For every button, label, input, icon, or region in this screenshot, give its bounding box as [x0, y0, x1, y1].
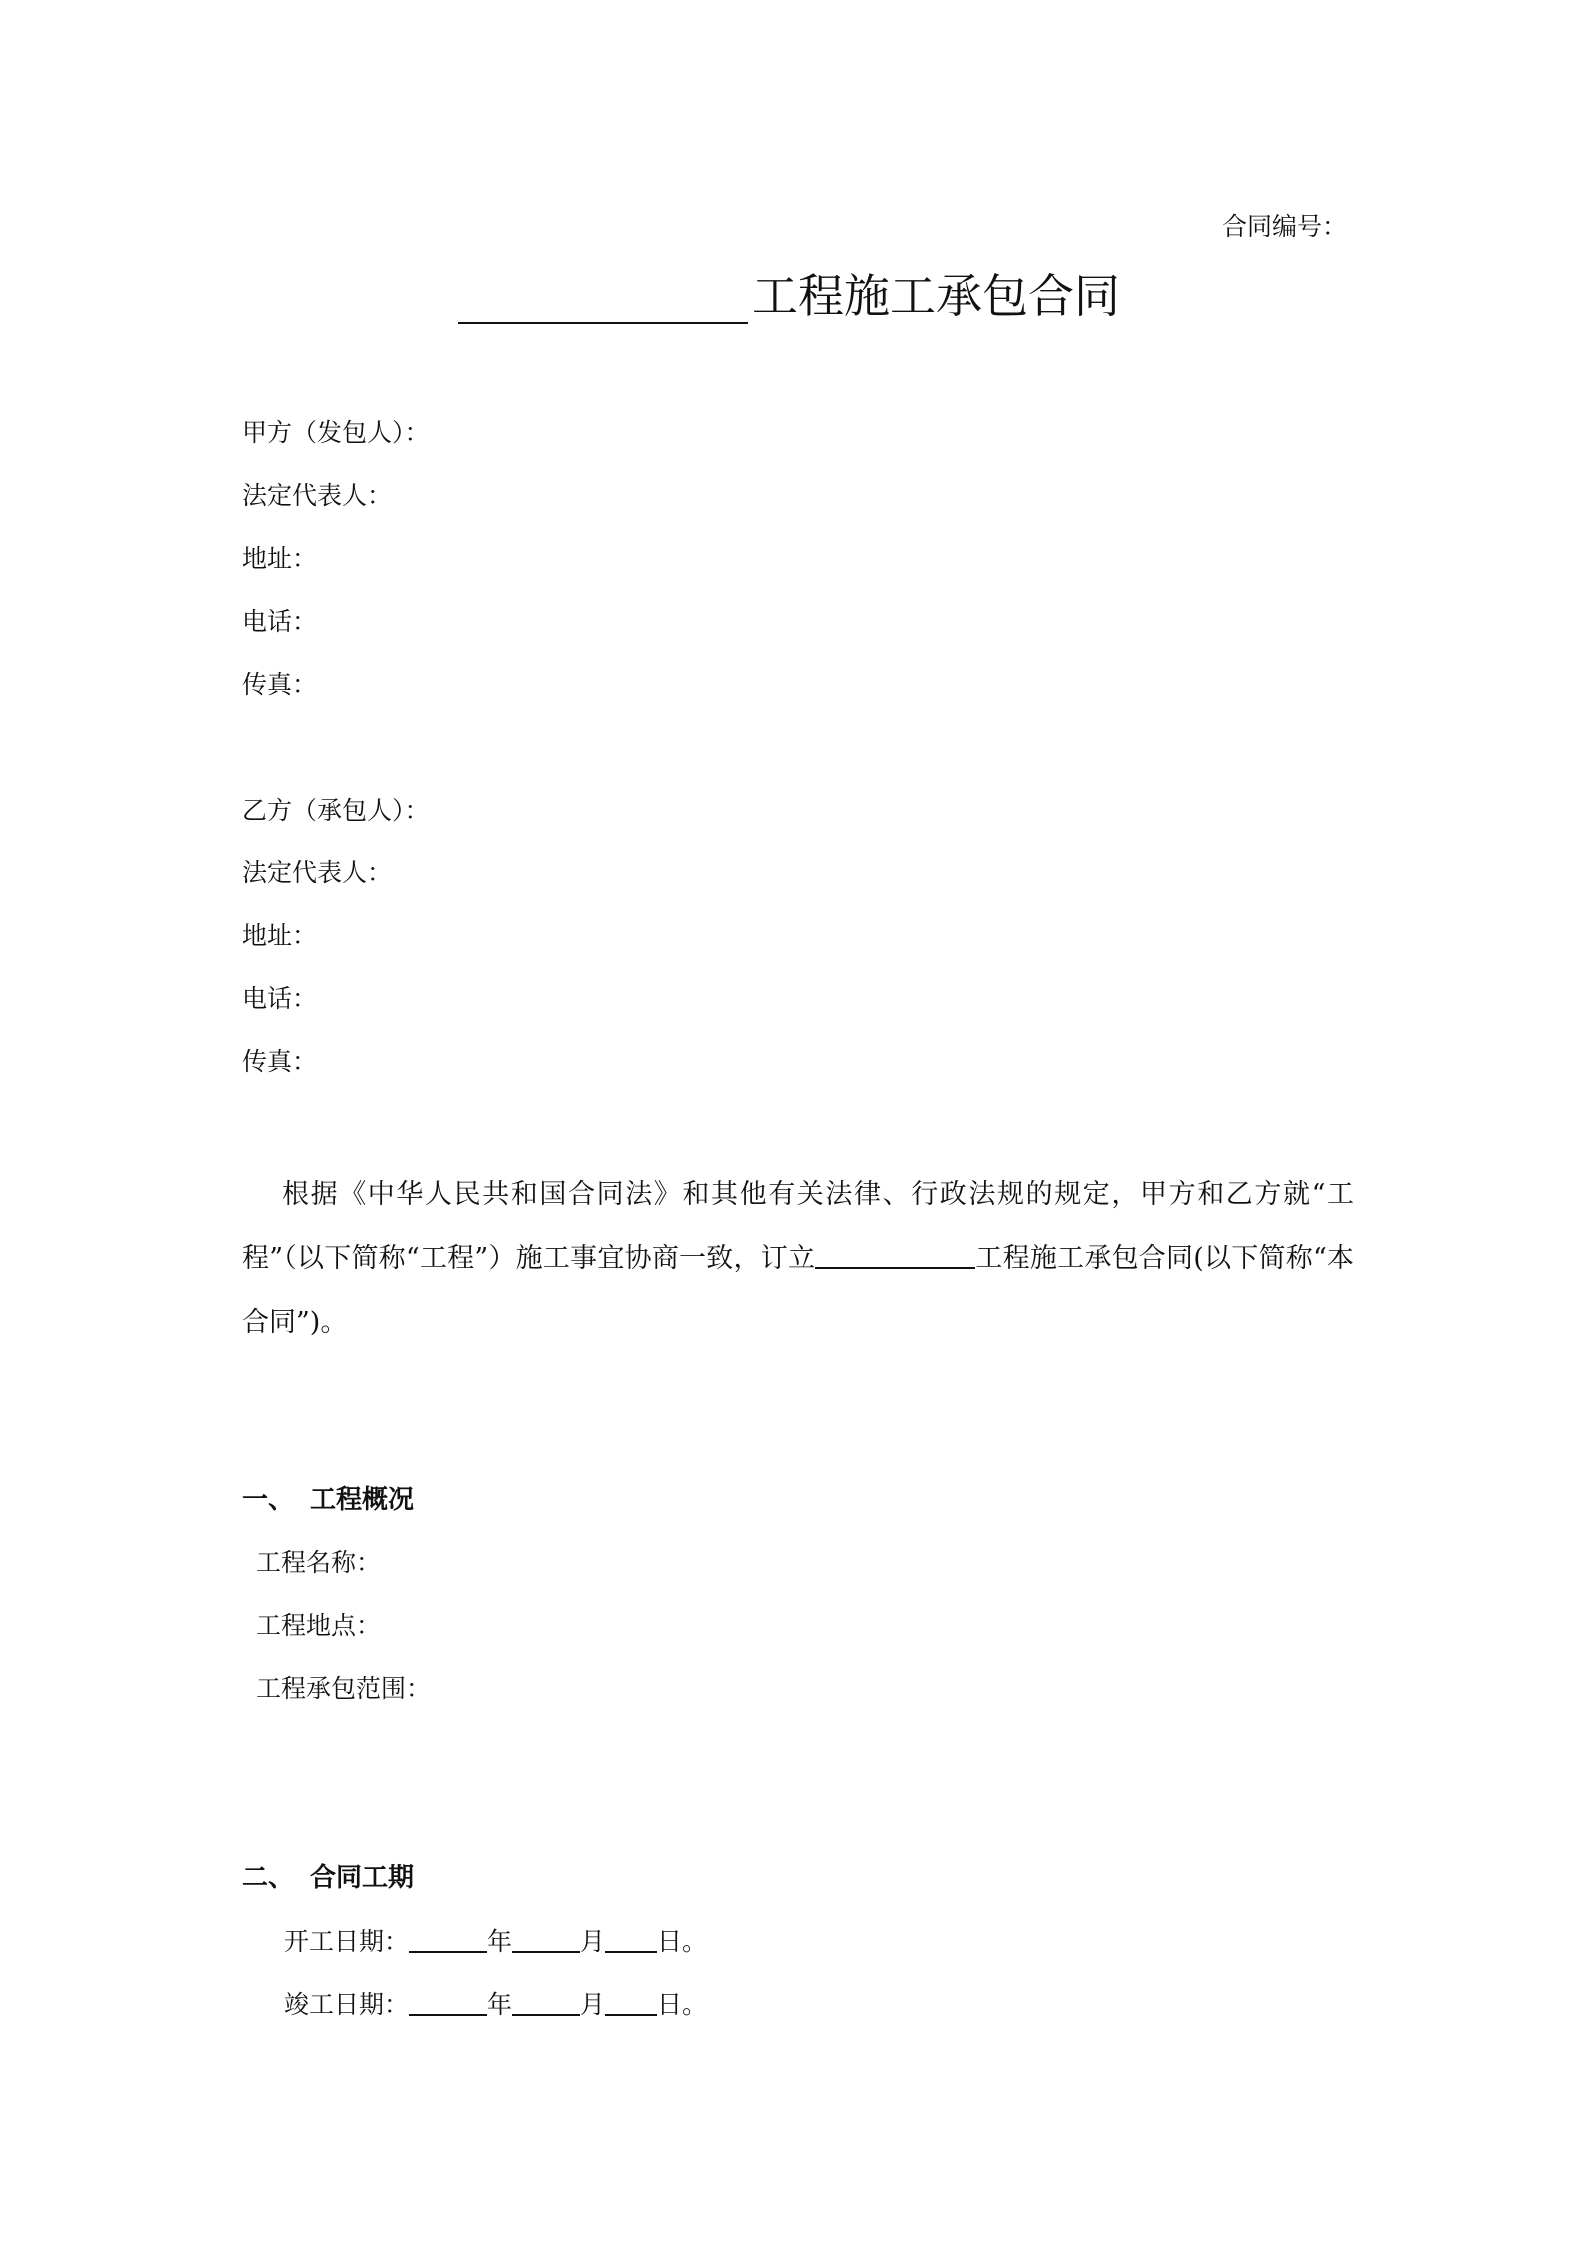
start-date-row: [284, 1925, 707, 1958]
contract-name-blank: [815, 1237, 975, 1269]
start-month-blank: [512, 1925, 580, 1953]
project-location-label: 工程地点：: [256, 1611, 382, 1640]
party-b-rep-label: 法定代表人：: [242, 858, 393, 887]
section-2-title: 合同工期: [310, 1863, 415, 1893]
end-month-blank: [512, 1988, 580, 2016]
preamble-text-2: 工程施工承包合同(以下简称“本合同”)。: [242, 1243, 1354, 1338]
end-date-label: 竣工日期：: [284, 1990, 410, 2019]
party-b-fax-label: 传真：: [242, 1047, 318, 1076]
end-year-blank: [409, 1988, 487, 2016]
party-b-name-label: 乙方（承包人）：: [242, 796, 430, 825]
section-1-heading: [242, 1484, 414, 1516]
year-label: 年: [487, 1927, 513, 1956]
party-a-fax-label: 传真：: [242, 670, 318, 699]
party-a-phone-label: 电话：: [242, 607, 318, 636]
month-label: 月: [580, 1927, 606, 1956]
preamble-text-1: 根据《中华人民共和国合同法》和其他有关法律、行政法规的规定，甲方和乙方就“工程”（以下简称“工程”）施工事宜协商一致，订立: [242, 1179, 1354, 1274]
end-day-blank: [605, 1988, 657, 2016]
section-2-number: 二、: [242, 1863, 295, 1893]
party-a-rep-label: 法定代表人：: [242, 481, 393, 510]
preamble-paragraph: [242, 1163, 1354, 1355]
day-label: 日。: [657, 1927, 708, 1956]
end-date-row: [284, 1988, 707, 2021]
year-label: 年: [487, 1990, 513, 2019]
day-label: 日。: [657, 1990, 708, 2019]
start-date-label: 开工日期：: [284, 1927, 410, 1956]
project-name-blank: [458, 274, 748, 324]
start-year-blank: [409, 1925, 487, 1953]
start-day-blank: [605, 1925, 657, 1953]
party-b-address-label: 地址：: [242, 921, 318, 950]
section-2-heading: [242, 1862, 414, 1894]
document-title: [458, 268, 1120, 324]
month-label: 月: [580, 1990, 606, 2019]
contract-number-label: 合同编号：: [1222, 212, 1348, 241]
section-1-title: 工程概况: [310, 1485, 415, 1515]
project-name-label: 工程名称：: [256, 1548, 382, 1577]
title-text: 工程施工承包合同: [752, 269, 1120, 323]
project-scope-label: 工程承包范围：: [256, 1674, 432, 1703]
party-b-phone-label: 电话：: [242, 984, 318, 1013]
party-a-address-label: 地址：: [242, 544, 318, 573]
section-1-number: 一、: [242, 1485, 295, 1515]
party-a-name-label: 甲方（发包人）：: [242, 418, 430, 447]
